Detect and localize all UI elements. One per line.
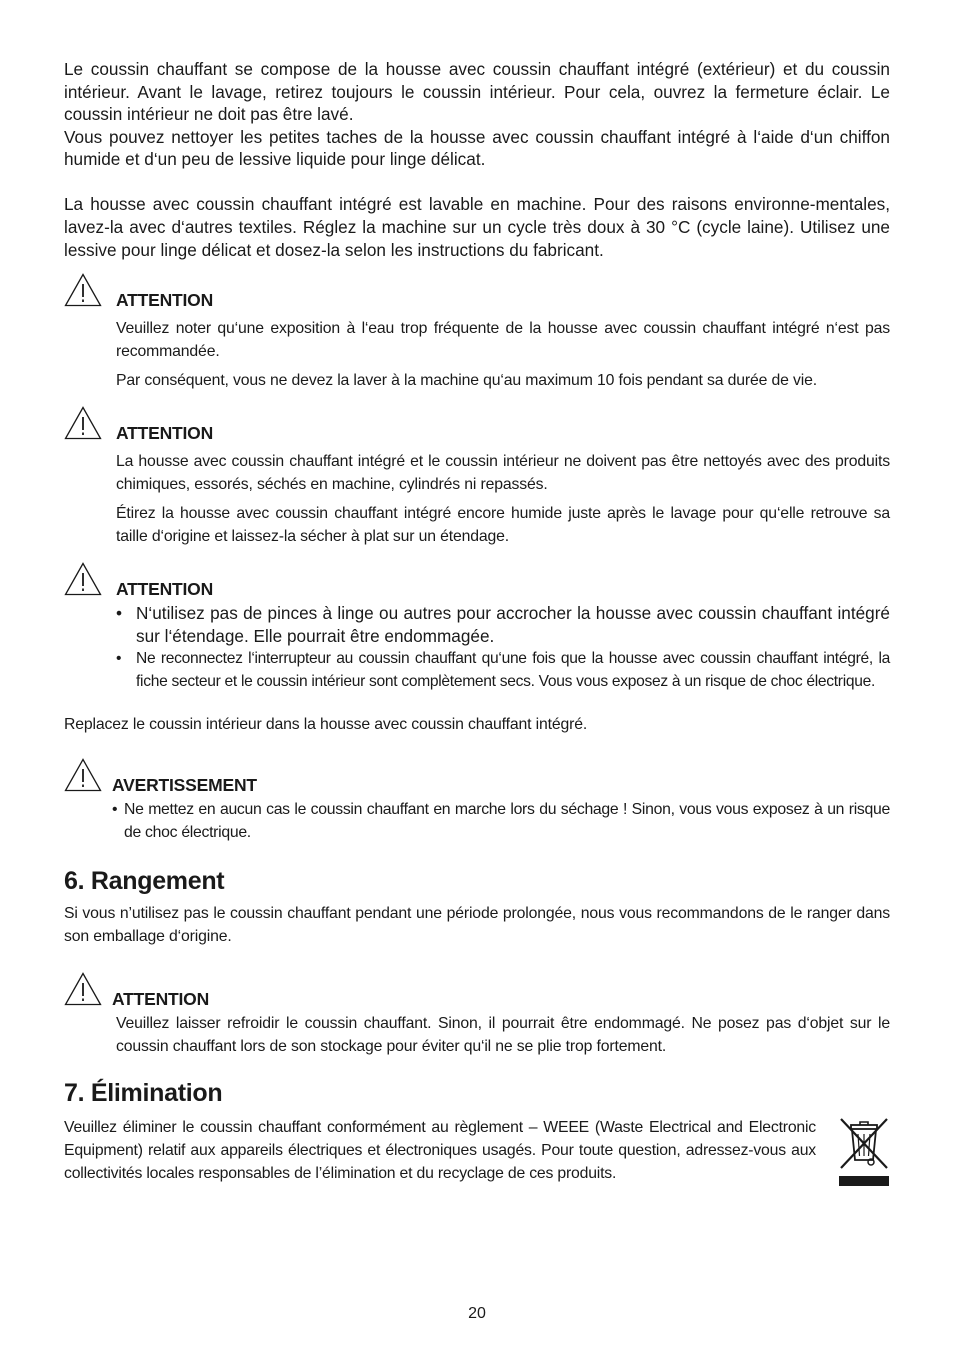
section-heading-rangement: 6. Rangement (64, 867, 225, 896)
warning-triangle-icon (64, 758, 102, 792)
rangement-text: Si vous n’utilisez pas le coussin chauffant pendant une période prolongée, nous vous recommandons de le ranger dans son emballage d‘origine. (64, 905, 890, 946)
warning-block-1 (64, 273, 890, 392)
warning-text: Par conséquent, vous ne devez la laver à la machine qu‘au maximum 10 fois pendant sa durée de vie. (116, 372, 817, 390)
elimination-text: Veuillez éliminer le coussin chauffant conformément au règlement – WEEE (Waste Electrical and Electronic Equipment) relatif aux appareils électriques et électroniques usagés. Pour toute question, adressez-vous aux collectivités locales responsables de l’élimination et du recyclage de ces produits. (64, 1119, 816, 1183)
replace-instruction: Replacez le coussin intérieur dans la housse avec coussin chauffant intégré. (64, 716, 588, 734)
warning-bullet-list (112, 798, 890, 844)
intro-paragraph-2: Vous pouvez nettoyer les petites taches de la housse avec coussin chauffant intégré à l‘aide d‘un chiffon humide et d‘un peu de lessive liquide pour linge délicat. (64, 126, 890, 170)
warning-text: Étirez la housse avec coussin chauffant intégré encore humide juste après le lavage pour qu‘elle retrouve sa taille d‘origine et laissez-la sécher à plat sur un étendage. (116, 505, 890, 546)
elimination-block (64, 1116, 890, 1185)
list-item: • Ne reconnectez l‘interrupteur au coussin chauffant qu‘une fois que la housse avec coussin chauffant intégré, la fiche secteur et le coussin intérieur sont complètement secs. Vous vous exposez à un risque de choc électrique. (116, 647, 890, 693)
list-item: • N‘utilisez pas de pinces à linge ou autres pour accrocher la housse avec coussin chauffant intégré sur l‘étendage. Elle pourrait être endommagée. (116, 602, 890, 647)
section-heading-elimination: 7. Élimination (64, 1079, 223, 1108)
warning-text: Veuillez noter qu‘une exposition à l‘eau trop fréquente de la housse avec coussin chauffant intégré n‘est pas recommandée. (116, 320, 890, 361)
intro-paragraph-1: Le coussin chauffant se compose de la housse avec coussin chauffant intégré (extérieur) et du coussin intérieur. Avant le lavage, retirez toujours le coussin intérieur. Pour cela, ouvrez la fermeture éclair. Le coussin intérieur ne doit pas être lavé. (64, 59, 890, 125)
warning-bullet-list (116, 602, 890, 693)
warning-title: ATTENTION (116, 423, 214, 444)
page-content (64, 58, 890, 1185)
warning-title: ATTENTION (116, 579, 214, 600)
intro-paragraph-3: La housse avec coussin chauffant intégré est lavable en machine. Pour des raisons environne-mentales, lavez-la avec d‘autres textiles. Réglez la machine sur un cycle très doux à 30 °C (cycle laine). Utilisez une lessive pour linge délicat et dosez-la selon les instructions du fabricant. (64, 194, 890, 260)
warning-text: Veuillez laisser refroidir le coussin chauffant. Sinon, il pourrait être endommagé. Ne posez pas d‘objet sur le coussin chauffant lors de son stockage pour éviter qu‘il ne se plie trop fortement. (116, 1015, 890, 1056)
page-number: 20 (468, 1305, 486, 1322)
warning-block-2 (64, 406, 890, 548)
warning-title: ATTENTION (112, 989, 210, 1010)
warning-title: ATTENTION (116, 290, 214, 311)
warning-triangle-icon (64, 562, 102, 596)
list-item: • Ne mettez en aucun cas le coussin chauffant en marche lors du séchage ! Sinon, vous vous exposez à un risque de choc électrique. (112, 798, 890, 844)
warning-triangle-icon (64, 273, 102, 307)
warning-triangle-icon (64, 406, 102, 440)
warning-triangle-icon (64, 972, 102, 1006)
warning-block-3 (64, 562, 890, 693)
warning-block-4 (64, 758, 890, 844)
weee-crossed-bin-icon (837, 1116, 891, 1188)
warning-title: AVERTISSEMENT (112, 775, 257, 796)
warning-text: La housse avec coussin chauffant intégré et le coussin intérieur ne doivent pas être nettoyés avec des produits chimiques, essorés, séchés en machine, cylindrés ni repassés. (116, 453, 890, 494)
warning-block-5 (64, 972, 890, 1058)
